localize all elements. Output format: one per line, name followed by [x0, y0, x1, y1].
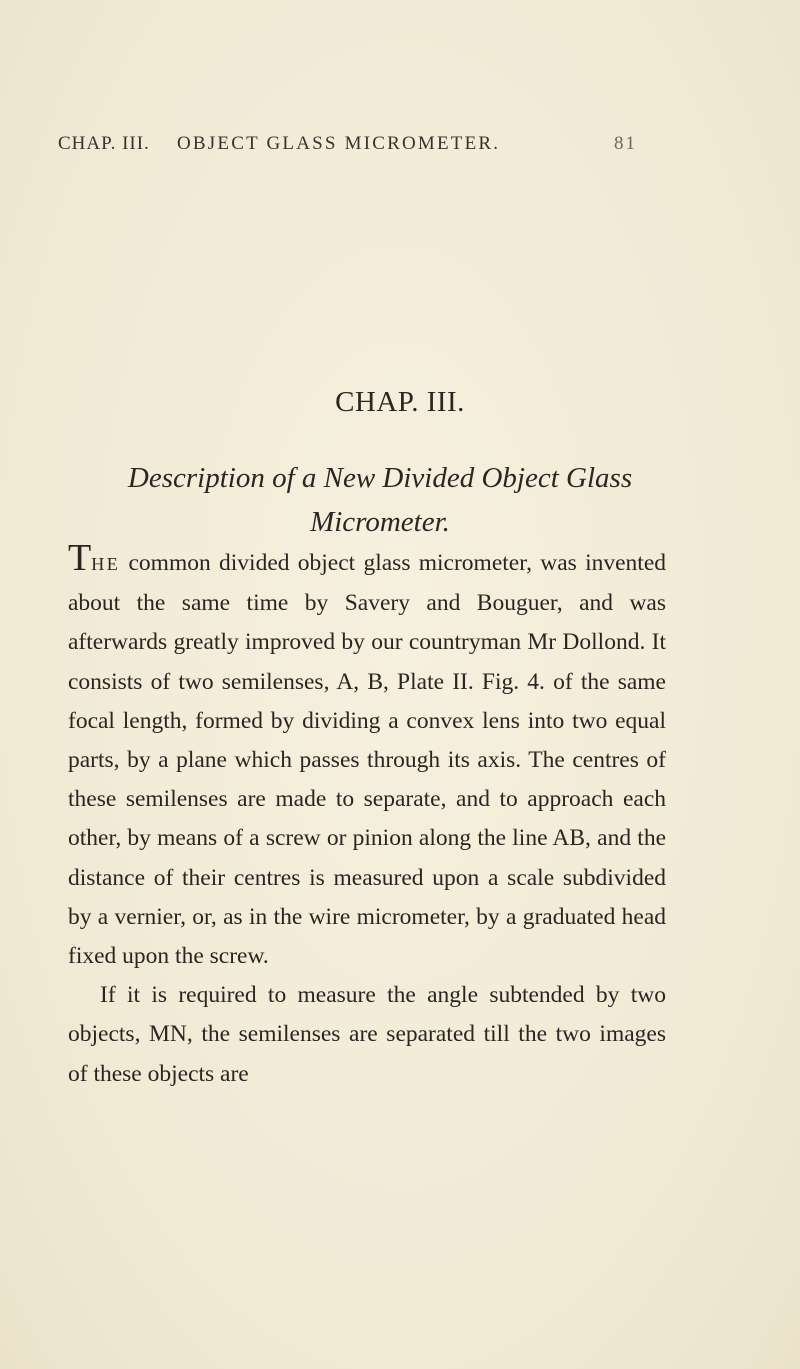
running-head-title: OBJECT GLASS MICROMETER.	[177, 133, 501, 154]
body-text	[68, 537, 666, 1094]
small-caps-word: HE	[91, 554, 121, 574]
section-title: Description of a New Divided Object Glass Micrometer.	[127, 462, 633, 538]
drop-cap: T	[68, 537, 92, 579]
paragraph-1-text: common divided object glass micrometer, was invented about the same time by Savery and Bouguer, and was afterwards greatly improved by our countryman Mr Dollond. It consists of two semilenses, A, B, Plate II. Fig. 4. of the same focal length, formed by dividing a convex lens into two equal parts, by a plane which passes through its axis. The centres of these semilenses are made to separate, and to approach each other, by means of a screw or pinion along the line AB, and the distance of their centres is measured upon a scale subdivided by a vernier, or, as in the wire micrometer, by a graduated head fixed upon the screw.	[68, 550, 666, 970]
page-number: 81	[614, 133, 637, 154]
running-head	[58, 133, 658, 163]
paragraph-2: If it is required to measure the angle subtended by two objects, MN, the semilenses are separated till the two images of these objects are	[68, 982, 666, 1087]
running-head-chapter: CHAP. III.	[58, 133, 150, 154]
chapter-heading: CHAP. III.	[335, 386, 465, 418]
paragraph-1	[68, 537, 666, 976]
